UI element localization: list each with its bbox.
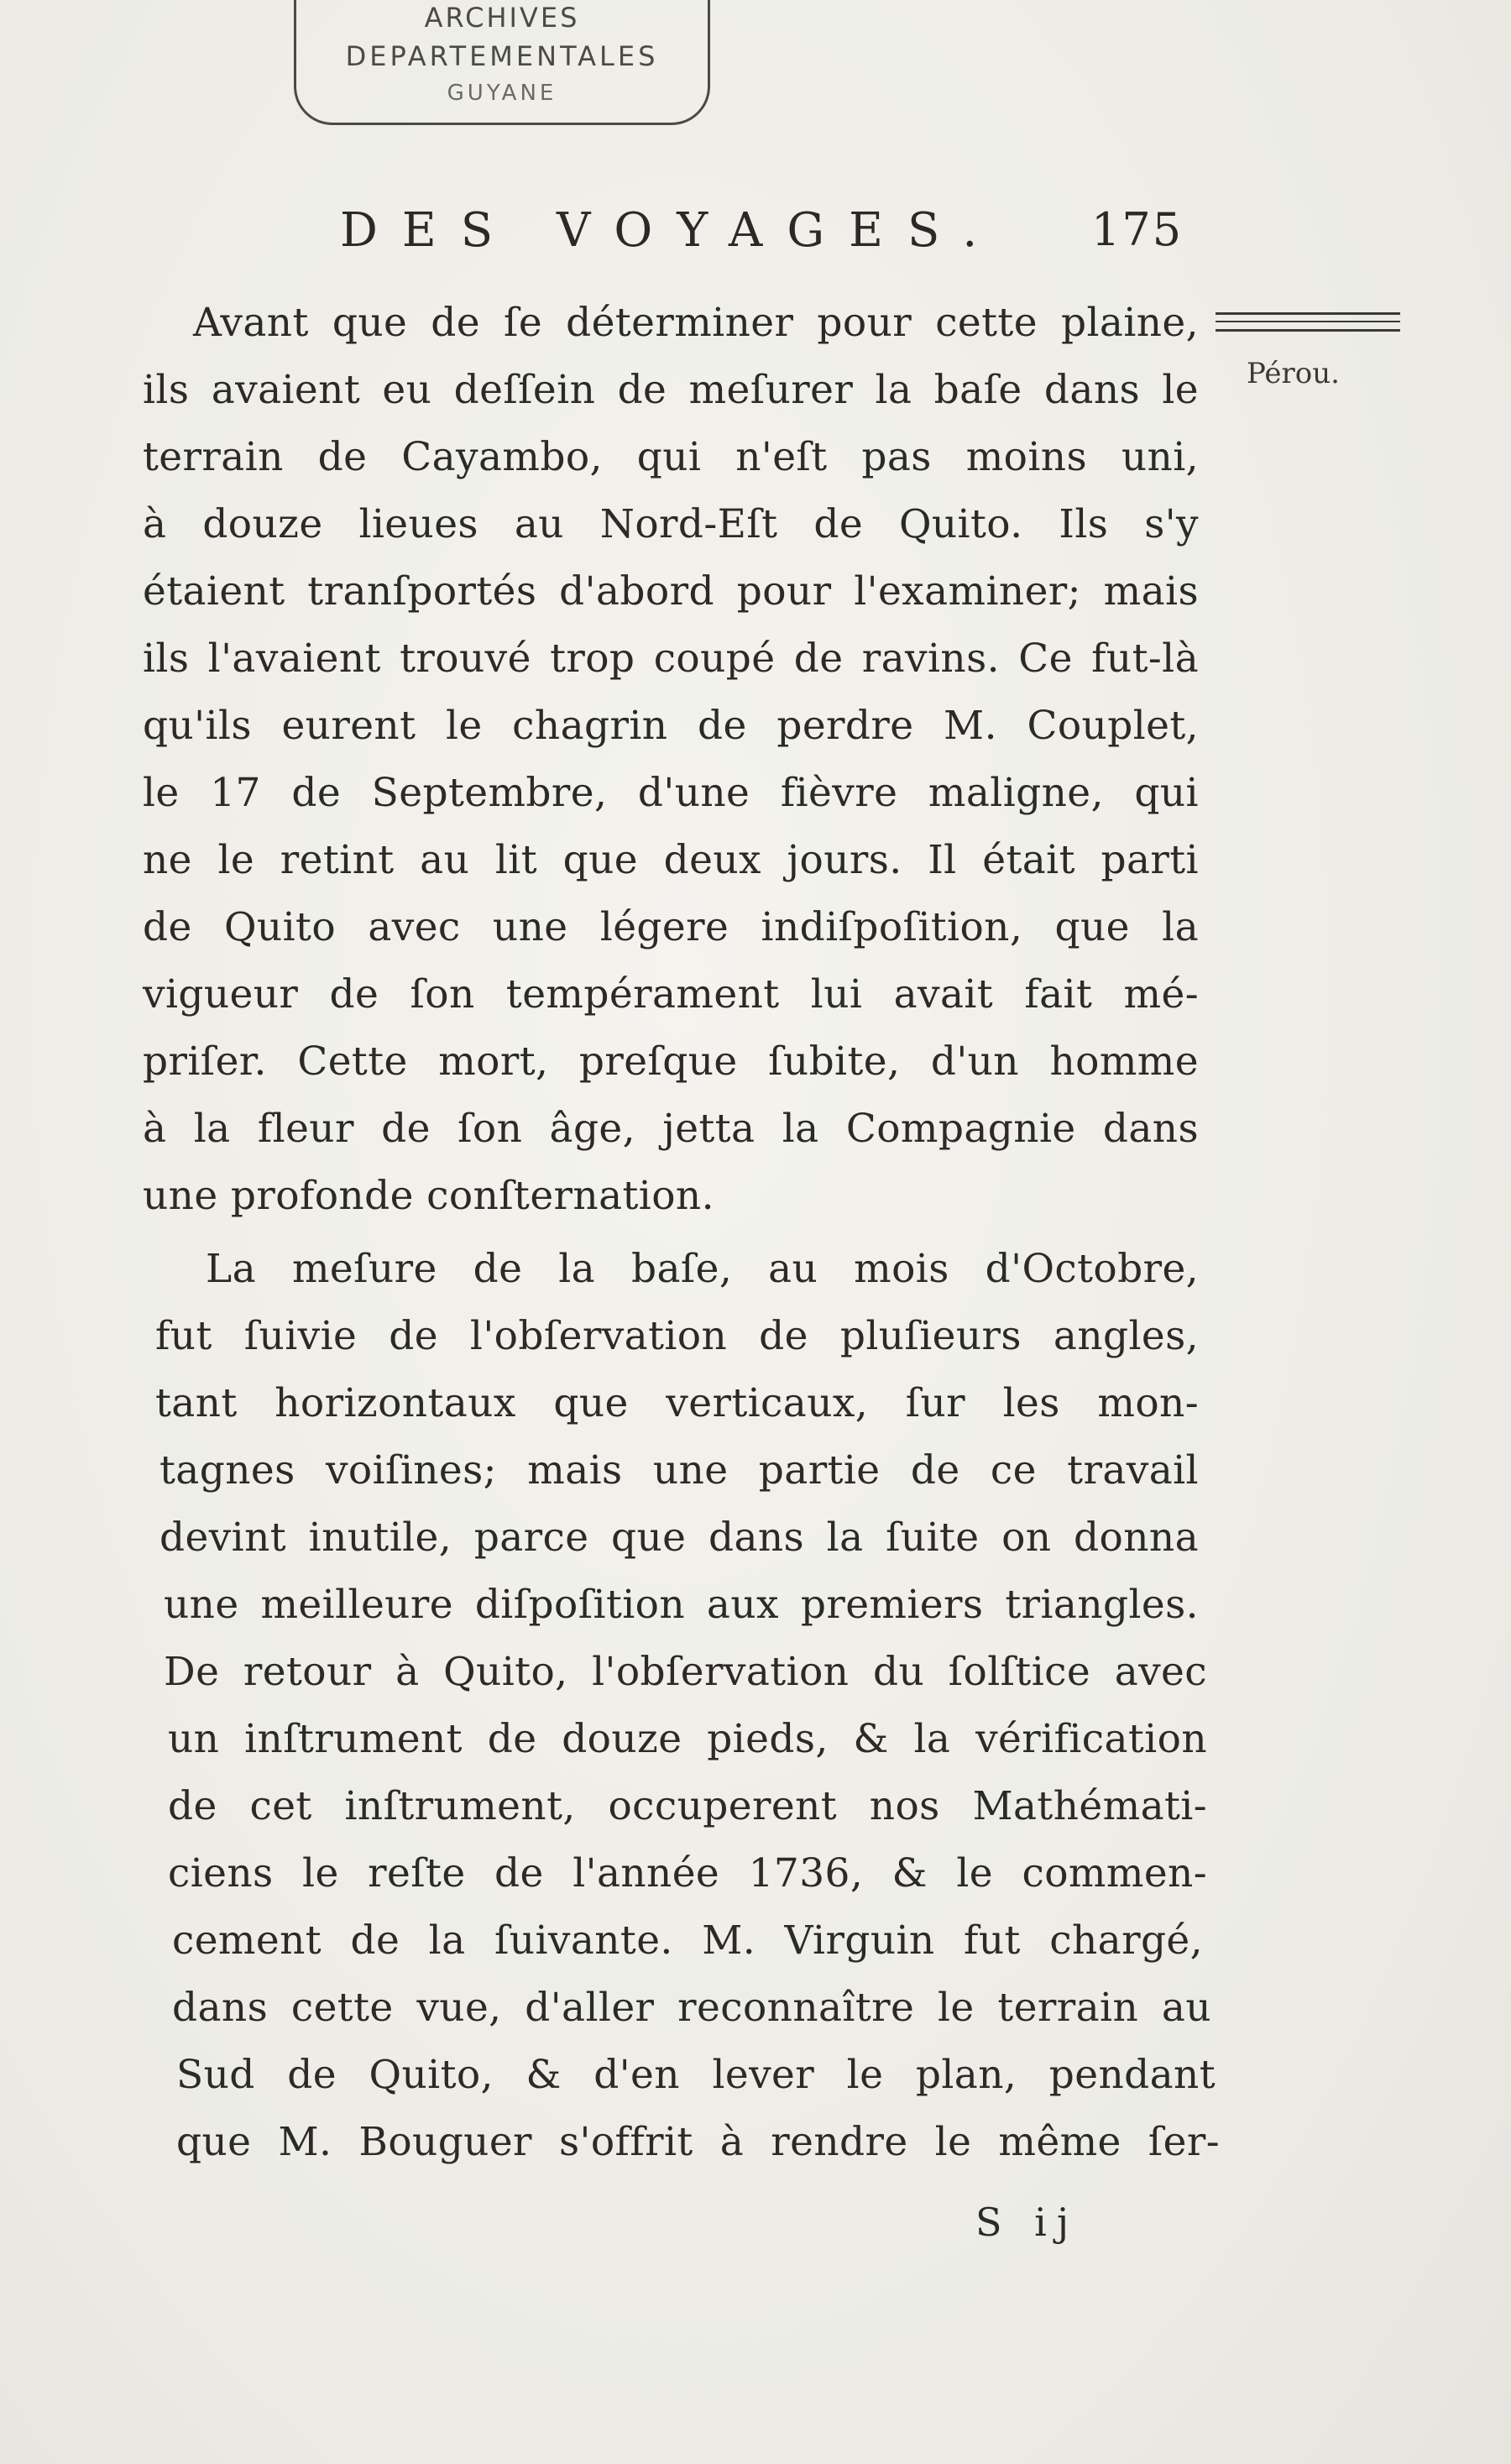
- body-line-24: ciens le reſte de l'année 1736, & le commen-: [168, 1850, 1207, 1896]
- margin-rule-middle: [1216, 321, 1400, 322]
- body-line-18: tagnes voiſines; mais une partie de ce travail: [159, 1447, 1199, 1494]
- body-line-7: qu'ils eurent le chagrin de perdre M. Couplet,: [143, 703, 1199, 749]
- body-line-22: un inſtrument de douze pieds, & la vérification: [168, 1716, 1207, 1762]
- archive-stamp: [294, 0, 710, 125]
- running-head: DES VOYAGES.: [340, 203, 1002, 258]
- body-line-21: De retour à Quito, l'obſervation du ſolſtice avec: [164, 1649, 1207, 1695]
- stamp-line-2: DEPARTEMENTALES: [345, 40, 659, 72]
- body-line-28: que M. Bouguer s'offrit à rendre le même ſer-: [176, 2119, 1220, 2165]
- body-line-16: fut ſuivie de l'obſervation de pluſieurs angles,: [155, 1313, 1199, 1359]
- page-number: 175: [1091, 203, 1184, 256]
- body-line-13: à la fleur de ſon âge, jetta la Compagnie dans: [143, 1106, 1199, 1152]
- body-line-27: Sud de Quito, & d'en lever le plan, pendant: [176, 2052, 1216, 2098]
- body-line-8: le 17 de Septembre, d'une fièvre maligne, qui: [143, 770, 1199, 816]
- body-line-10: de Quito avec une légere indiſpoſition, que la: [143, 904, 1199, 950]
- margin-rule-top: [1216, 312, 1400, 315]
- body-line-11: vigueur de ſon tempérament lui avait fait mé-: [143, 971, 1199, 1018]
- stamp-line-3: GUYANE: [447, 81, 557, 106]
- stamp-line-1: ARCHIVES: [424, 2, 580, 34]
- body-line-17: tant horizontaux que verticaux, ſur les mon-: [155, 1380, 1199, 1426]
- body-line-6: ils l'avaient trouvé trop coupé de ravins. Ce fut-là: [143, 636, 1199, 682]
- body-line-1: Avant que de ſe déterminer pour cette plaine,: [193, 300, 1199, 346]
- body-line-12: priſer. Cette mort, preſque ſubite, d'un homme: [143, 1038, 1199, 1085]
- margin-rule-bottom: [1216, 329, 1400, 332]
- margin-note: Pérou.: [1247, 357, 1340, 390]
- body-line-3: terrain de Cayambo, qui n'eſt pas moins uni,: [143, 434, 1199, 480]
- body-line-2: ils avaient eu deſſein de meſurer la baſe dans le: [143, 367, 1199, 413]
- body-line-4: à douze lieues au Nord-Eſt de Quito. Ils s'y: [143, 501, 1199, 547]
- body-line-26: dans cette vue, d'aller reconnaître le terrain au: [172, 1985, 1211, 2031]
- body-line-5: étaient tranſportés d'abord pour l'examiner; mais: [143, 568, 1199, 615]
- body-line-14: une profonde conſternation.: [143, 1173, 714, 1219]
- body-line-20: une meilleure diſpoſition aux premiers triangles.: [164, 1582, 1199, 1628]
- signature-mark: S ij: [975, 2200, 1080, 2245]
- body-line-25: cement de la ſuivante. M. Virguin fut chargé,: [172, 1917, 1203, 1964]
- body-line-19: devint inutile, parce que dans la ſuite on donna: [159, 1514, 1199, 1561]
- body-line-9: ne le retint au lit que deux jours. Il était parti: [143, 837, 1199, 883]
- body-line-23: de cet inſtrument, occuperent nos Mathémati-: [168, 1783, 1207, 1829]
- body-line-15: La meſure de la baſe, au mois d'Octobre,: [206, 1246, 1199, 1292]
